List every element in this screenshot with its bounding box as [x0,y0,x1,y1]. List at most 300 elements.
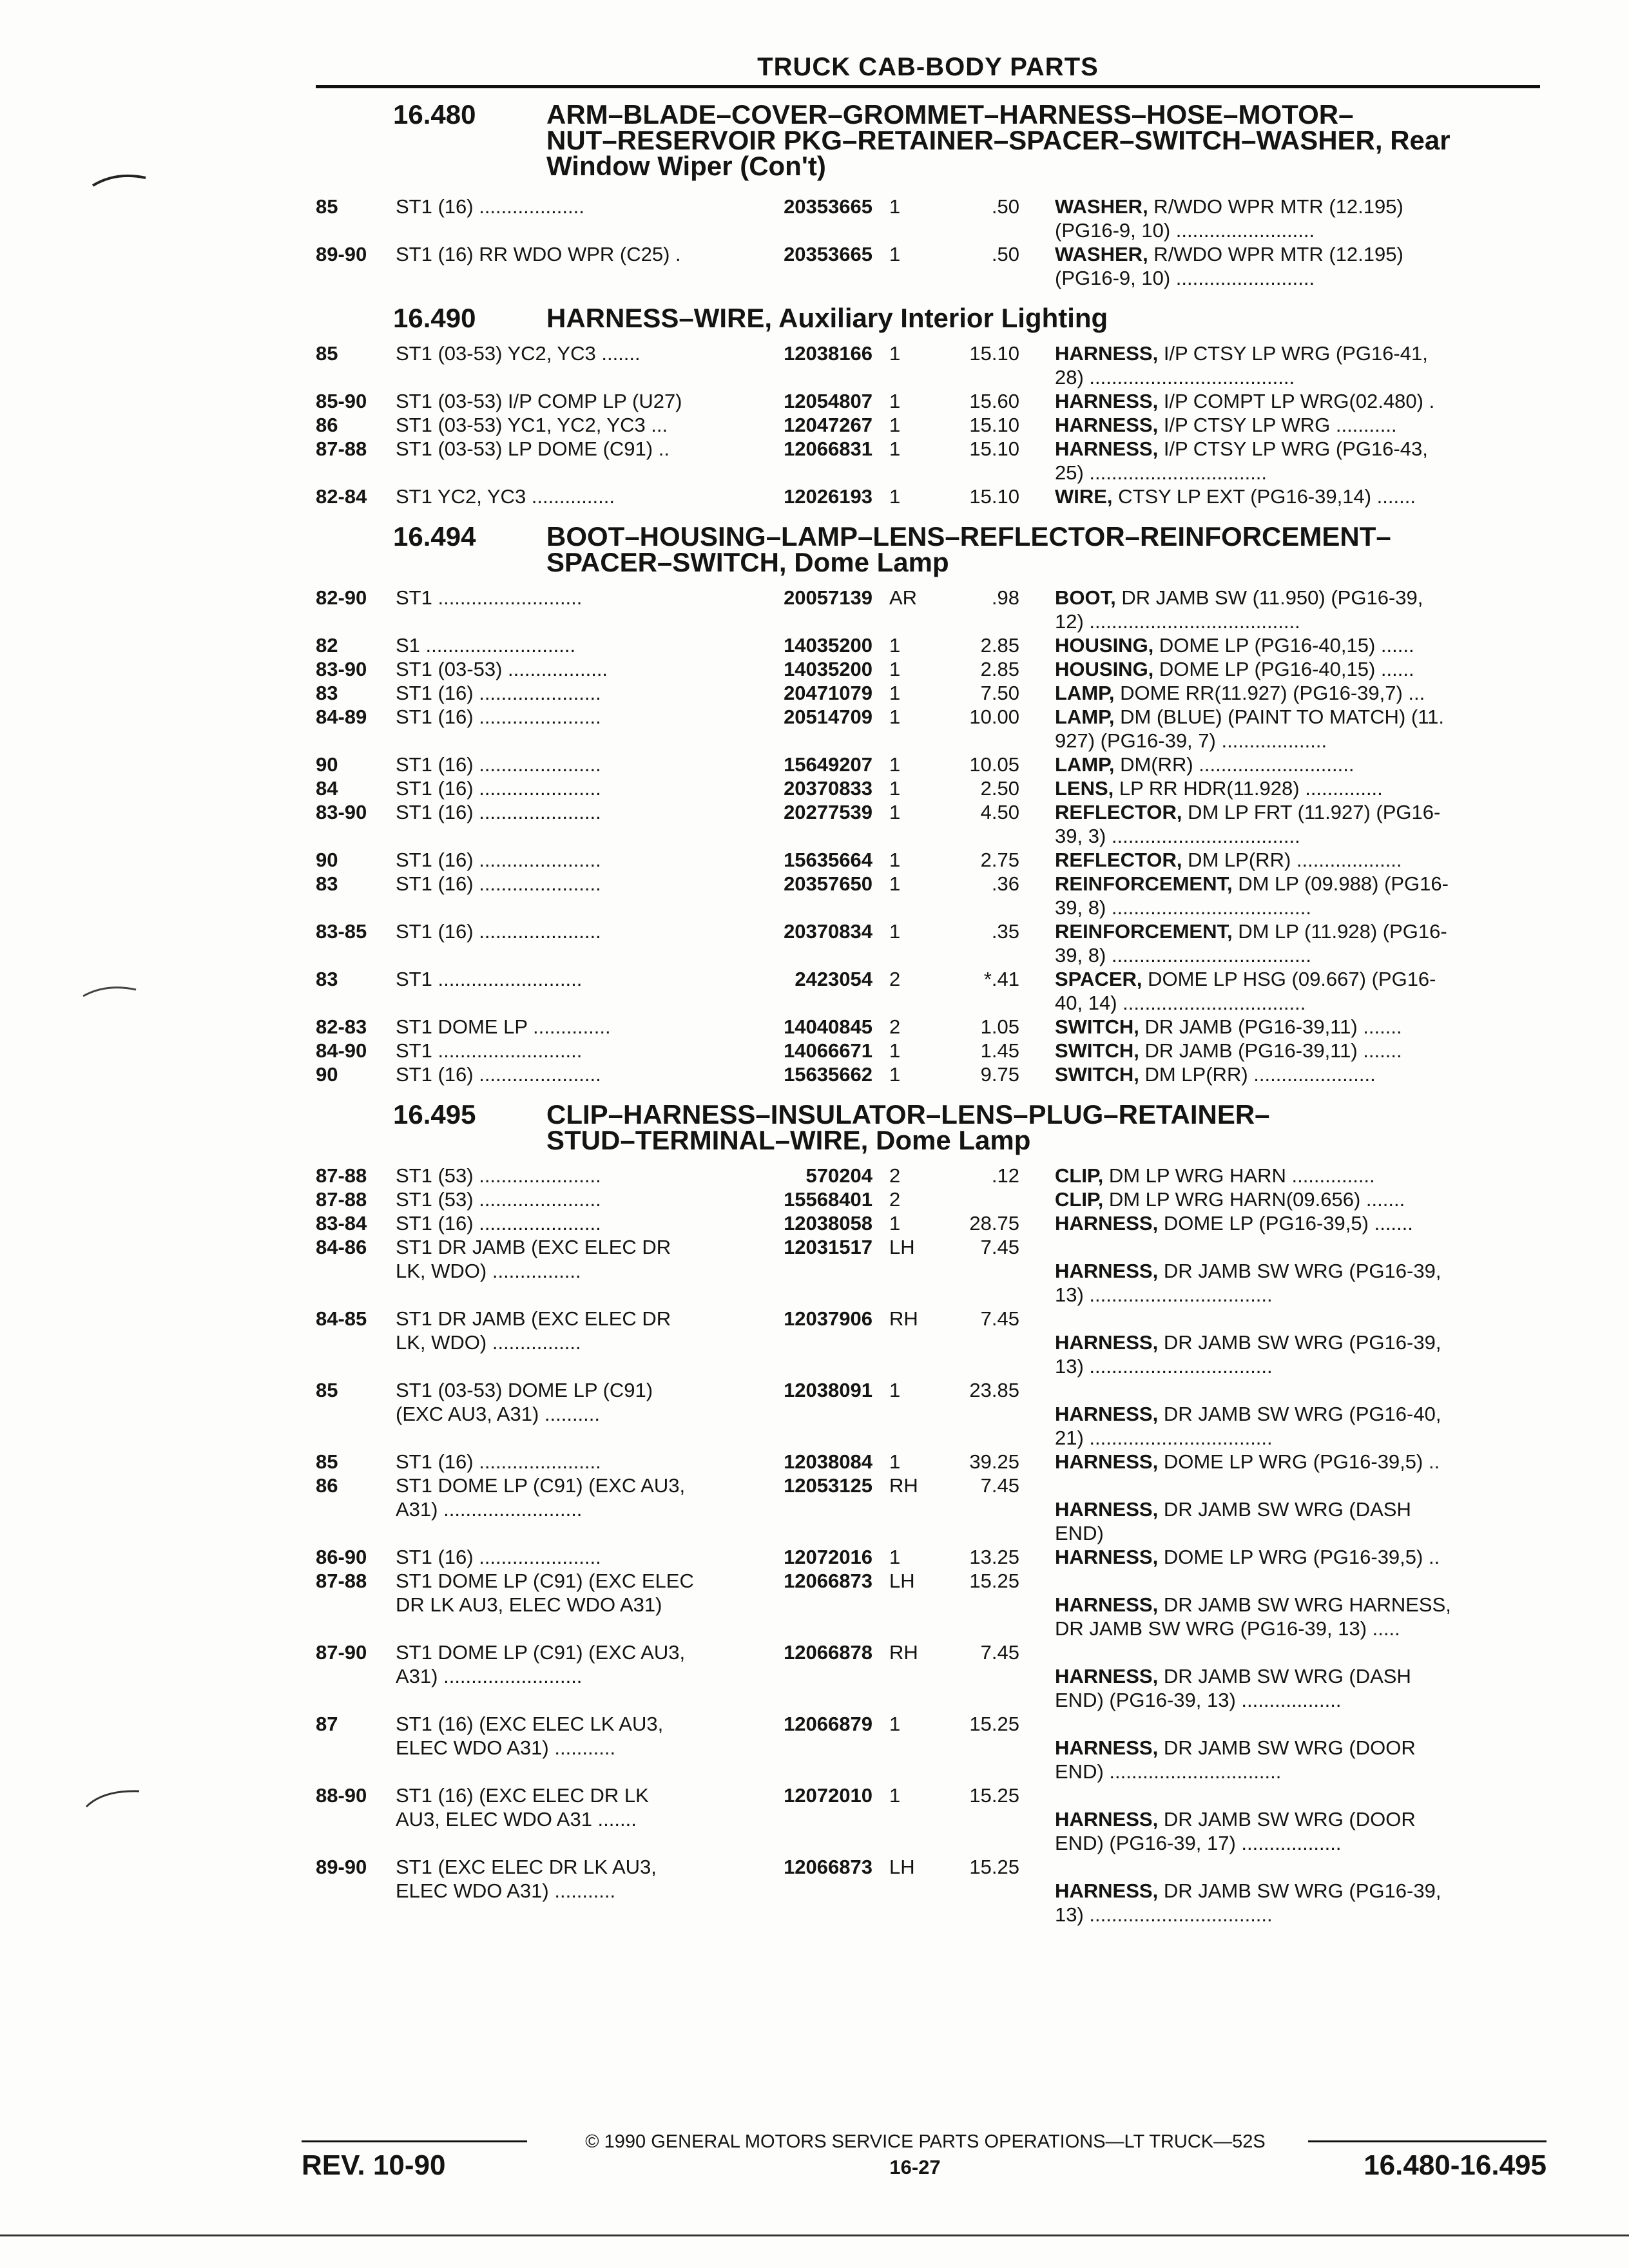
footer-copyright: © 1990 GENERAL MOTORS SERVICE PARTS OPERATIONS—LT TRUCK—52S [585,2131,1266,2152]
item-detail: DOME RR(11.927) (PG16-39,7) ... [1114,682,1425,704]
parts-row [316,1211,1540,1235]
item-name: HARNESS, [1055,1808,1159,1831]
part-number: 12038084 [784,1450,872,1473]
item-detail: DR JAMB (PG16-39,11) ....... [1139,1039,1402,1062]
item-name: HARNESS, [1055,1212,1159,1235]
quantity: 1 [889,1450,901,1473]
item-description [1019,657,1512,681]
binding-hole-mark [84,1785,142,1811]
item-detail: I/P CTSY LP WRG (PG16-41, 28) ..................................... [1055,342,1428,389]
item-description [1019,800,1512,848]
item-name: BOOT, [1055,586,1116,609]
binding-hole-mark [81,979,139,999]
item-description [1019,1640,1512,1712]
parts-row [316,1235,1540,1307]
part-number: 14035200 [784,634,872,657]
quantity: 1 [889,682,901,704]
quantity: 2 [889,1164,901,1187]
item-detail: DR JAMB SW WRG (PG16-40, 21) ................................. [1055,1403,1441,1449]
application: ST1 (16) (EXC ELEC LK AU3, ELEC WDO A31) ........... [396,1713,664,1759]
application: ST1 (16) ...................... [396,706,601,728]
item-detail: DR JAMB SW WRG (PG16-39, 13) ................................. [1055,1879,1441,1926]
item-name: CLIP, [1055,1164,1104,1187]
application: ST1 (16) ...................... [396,872,601,895]
quantity: AR [889,586,918,609]
item-description [1019,1211,1512,1235]
item-description [1019,437,1512,485]
item-description [1019,967,1512,1015]
part-number: 20277539 [784,801,872,823]
price: .50 [991,195,1019,218]
item-detail: DR JAMB SW WRG (DOOR END) (PG16-39, 17) .................. [1055,1808,1416,1854]
item-description [1019,1712,1512,1783]
quantity: 1 [889,1063,901,1086]
item-description [1019,389,1512,413]
part-number: 15649207 [784,753,872,776]
parts-row [316,1039,1540,1062]
model-years: 87-90 [316,1641,367,1664]
application: ST1 (03-53) YC2, YC3 ....... [396,342,641,365]
part-number: 15635664 [784,849,872,871]
price: 7.45 [980,1307,1019,1330]
price: 15.10 [969,437,1019,460]
item-name: LAMP, [1055,706,1115,728]
item-description [1019,1187,1512,1211]
parts-row [316,1545,1540,1569]
item-description [1019,753,1512,776]
quantity: RH [889,1307,918,1330]
item-name: CLIP, [1055,1188,1104,1211]
item-description [1019,1450,1512,1474]
item-name: WIRE, [1055,485,1113,508]
parts-row [316,753,1540,776]
application: ST1 DOME LP (C91) (EXC AU3, A31) ......................... [396,1641,686,1687]
item-detail: DM LP WRG HARN ............... [1103,1164,1375,1187]
part-number: 12031517 [784,1236,872,1258]
parts-row [316,657,1540,681]
quantity: LH [889,1856,915,1878]
price: 7.50 [980,682,1019,704]
item-detail: DM LP(RR) ...................... [1139,1063,1376,1086]
price: 15.10 [969,342,1019,365]
item-description [1019,848,1512,872]
parts-row [316,195,1540,242]
price: 10.00 [969,706,1019,728]
part-number: 20471079 [784,682,872,704]
item-detail: LP RR HDR(11.928) .............. [1113,777,1383,800]
model-years: 88-90 [316,1784,367,1807]
model-years: 87-88 [316,1570,367,1592]
item-detail: DR JAMB (PG16-39,11) ....... [1139,1015,1402,1038]
item-detail: DOME LP WRG (PG16-39,5) .. [1158,1546,1440,1568]
section-number: 16.490 [393,303,476,333]
item-name: REINFORCEMENT, [1055,872,1233,895]
quantity: 1 [889,414,901,436]
item-description [1019,1855,1512,1927]
price: 2.75 [980,849,1019,871]
section-title: BOOT–HOUSING–LAMP–LENS–REFLECTOR–REINFORCEMENT– SPACER–SWITCH, Dome Lamp [546,521,1391,577]
model-years: 85-90 [316,390,367,412]
quantity: 1 [889,342,901,365]
part-number: 20353665 [784,243,872,265]
section-number: 16.480 [393,99,476,130]
header-rule [316,85,1540,88]
parts-row [316,1569,1540,1640]
price: 10.05 [969,753,1019,776]
application: ST1 (16) (EXC ELEC DR LK AU3, ELEC WDO A31 ....... [396,1784,649,1831]
item-detail: DOME LP (PG16-40,15) ...... [1153,658,1414,680]
parts-row [316,1640,1540,1712]
item-name: LAMP, [1055,753,1115,776]
model-years: 87-88 [316,1164,367,1187]
part-number: 12054807 [784,390,872,412]
application: ST1 DOME LP (C91) (EXC ELEC DR LK AU3, ELEC WDO A31) [396,1570,694,1616]
price: 1.05 [980,1015,1019,1038]
item-detail: DM LP(RR) ................... [1182,849,1402,871]
item-description [1019,1307,1512,1378]
item-detail: DOME LP HSG (09.667) (PG16- 40, 14) ................................. [1055,968,1436,1014]
parts-list [316,97,1540,1927]
model-years: 86 [316,1474,338,1497]
model-years: 83-90 [316,801,367,823]
model-years: 82-90 [316,586,367,609]
part-number: 15568401 [784,1188,872,1211]
item-detail: DOME LP (PG16-39,5) ....... [1158,1212,1413,1235]
application: ST1 DOME LP .............. [396,1015,611,1038]
item-detail: DM LP FRT (11.927) (PG16- 39, 3) .................................. [1055,801,1441,847]
price: .98 [991,586,1019,609]
item-detail: DR JAMB SW WRG (PG16-39, 13) ................................. [1055,1260,1441,1306]
model-years: 84-85 [316,1307,367,1330]
application: ST1 (53) ...................... [396,1188,601,1211]
part-number: 12038058 [784,1212,872,1235]
item-detail: DR JAMB SW (11.950) (PG16-39, 12) ...................................... [1055,586,1423,633]
item-name: SWITCH, [1055,1063,1139,1086]
application: ST1 (03-53) I/P COMP LP (U27) [396,390,682,412]
item-detail: R/WDO WPR MTR (12.195) (PG16-9, 10) ......................... [1055,243,1403,289]
model-years: 86-90 [316,1546,367,1568]
price: 39.25 [969,1450,1019,1473]
section-number: 16.494 [393,521,476,552]
part-number: 12066878 [784,1641,872,1664]
model-years: 90 [316,1063,338,1086]
binding-hole-mark [90,169,148,188]
application: ST1 DR JAMB (EXC ELEC DR LK, WDO) ................ [396,1236,671,1282]
parts-row [316,437,1540,485]
quantity: 1 [889,485,901,508]
section-number: 16.495 [393,1099,476,1129]
item-name: HARNESS, [1055,1331,1159,1354]
part-number: 20353665 [784,195,872,218]
item-name: WASHER, [1055,195,1148,218]
application: ST1 DR JAMB (EXC ELEC DR LK, WDO) ................ [396,1307,671,1354]
application: ST1 (16) ...................... [396,1546,601,1568]
price: 15.25 [969,1784,1019,1807]
model-years: 87 [316,1713,338,1735]
parts-row [316,1307,1540,1378]
section-heading [316,99,1540,181]
item-description [1019,242,1512,290]
item-detail: DR JAMB SW WRG (PG16-39, 13) ................................. [1055,1331,1441,1378]
model-years: 84 [316,777,338,800]
item-name: LENS, [1055,777,1114,800]
part-number: 12026193 [784,485,872,508]
parts-row [316,919,1540,967]
price: .35 [991,920,1019,943]
item-name: HARNESS, [1055,342,1159,365]
section-title: ARM–BLADE–COVER–GROMMET–HARNESS–HOSE–MOTOR– NUT–RESERVOIR PKG–RETAINER–SPACER–SWITCH–WASHER, Rear Window Wiper (Con't) [546,99,1451,181]
model-years: 85 [316,195,338,218]
price: 1.45 [980,1039,1019,1062]
application: S1 ........................... [396,634,576,657]
quantity: 1 [889,777,901,800]
application: ST1 (16) ...................... [396,849,601,871]
item-description [1019,485,1512,508]
quantity: 1 [889,634,901,657]
quantity: 1 [889,1039,901,1062]
part-number: 12038166 [784,342,872,365]
footer-rule-left [302,2140,527,2142]
part-number: 2423054 [795,968,872,990]
item-description [1019,1783,1512,1855]
item-name: LAMP, [1055,682,1115,704]
item-description [1019,1235,1512,1307]
application: ST1 (16) ...................... [396,1212,601,1235]
part-number: 12072016 [784,1546,872,1568]
quantity: 1 [889,1212,901,1235]
parts-row [316,967,1540,1015]
application: ST1 (03-53) DOME LP (C91) (EXC AU3, A31) .......... [396,1379,653,1425]
model-years: 82-84 [316,485,367,508]
price: 15.25 [969,1713,1019,1735]
part-number: 20357650 [784,872,872,895]
application: ST1 (53) ...................... [396,1164,601,1187]
quantity: 1 [889,390,901,412]
parts-row [316,848,1540,872]
item-description [1019,1378,1512,1450]
item-name: HARNESS, [1055,390,1159,412]
quantity: 1 [889,437,901,460]
item-description [1019,1164,1512,1187]
quantity: 2 [889,1015,901,1038]
price: .50 [991,243,1019,265]
application: ST1 .......................... [396,968,583,990]
item-description [1019,919,1512,967]
parts-row [316,1783,1540,1855]
item-name: HOUSING, [1055,658,1154,680]
model-years: 85 [316,342,338,365]
quantity: 1 [889,1546,901,1568]
part-number: 12072010 [784,1784,872,1807]
part-number: 12053125 [784,1474,872,1497]
item-description [1019,195,1512,242]
quantity: RH [889,1474,918,1497]
footer-revision: REV. 10-90 [302,2149,446,2181]
application: ST1 (16) ...................... [396,753,601,776]
price: 15.60 [969,390,1019,412]
parts-row [316,242,1540,290]
application: ST1 (03-53) YC1, YC2, YC3 ... [396,414,668,436]
parts-row [316,485,1540,508]
parts-row [316,1474,1540,1545]
part-number: 12066831 [784,437,872,460]
quantity: 1 [889,706,901,728]
price: 2.85 [980,634,1019,657]
model-years: 86 [316,414,338,436]
quantity: 1 [889,801,901,823]
item-description [1019,1039,1512,1062]
parts-row [316,1450,1540,1474]
parts-row [316,705,1540,753]
item-name: REFLECTOR, [1055,849,1182,871]
quantity: 1 [889,1379,901,1401]
section-heading [316,1099,1540,1155]
quantity: 1 [889,1784,901,1807]
item-name: SWITCH, [1055,1015,1139,1038]
item-detail: DM LP WRG HARN(09.656) ....... [1103,1188,1405,1211]
item-description [1019,1569,1512,1640]
model-years: 85 [316,1379,338,1401]
application: ST1 (16) ...................... [396,777,601,800]
item-detail: I/P CTSY LP WRG ........... [1158,414,1397,436]
application: ST1 (16) ...................... [396,801,601,823]
application: ST1 (16) ................... [396,195,584,218]
model-years: 82 [316,634,338,657]
quantity: 1 [889,658,901,680]
application: ST1 .......................... [396,586,583,609]
parts-row [316,681,1540,705]
price: 7.45 [980,1641,1019,1664]
section-title: CLIP–HARNESS–INSULATOR–LENS–PLUG–RETAINER– STUD–TERMINAL–WIRE, Dome Lamp [546,1099,1270,1155]
quantity: 2 [889,968,901,990]
part-number: 20514709 [784,706,872,728]
item-name: SWITCH, [1055,1039,1139,1062]
parts-row [316,1062,1540,1086]
item-name: HARNESS, [1055,1403,1159,1425]
parts-row [316,413,1540,437]
item-description [1019,705,1512,753]
application: ST1 (EXC ELEC DR LK AU3, ELEC WDO A31) ........... [396,1856,657,1902]
item-name: HARNESS, [1055,1546,1159,1568]
model-years: 84-90 [316,1039,367,1062]
quantity: 2 [889,1188,901,1211]
item-name: REINFORCEMENT, [1055,920,1233,943]
parts-row [316,389,1540,413]
application: ST1 YC2, YC3 ............... [396,485,615,508]
price: 28.75 [969,1212,1019,1235]
part-number: 20370833 [784,777,872,800]
application: ST1 (16) RR WDO WPR (C25) . [396,243,681,265]
model-years: 83-85 [316,920,367,943]
price: .12 [991,1164,1019,1187]
parts-row [316,586,1540,633]
application: ST1 (16) ...................... [396,682,601,704]
item-name: HOUSING, [1055,634,1154,657]
quantity: 1 [889,872,901,895]
quantity: 1 [889,1713,901,1735]
quantity: 1 [889,243,901,265]
quantity: 1 [889,195,901,218]
item-name: HARNESS, [1055,1498,1159,1521]
model-years: 89-90 [316,243,367,265]
item-description [1019,633,1512,657]
quantity: 1 [889,920,901,943]
model-years: 83 [316,682,338,704]
model-years: 85 [316,1450,338,1473]
price: 7.45 [980,1474,1019,1497]
quantity: 1 [889,753,901,776]
part-number: 20057139 [784,586,872,609]
item-name: HARNESS, [1055,1593,1159,1616]
item-detail: DM LP (09.988) (PG16- 39, 8) .................................... [1055,872,1449,919]
part-number: 15635662 [784,1063,872,1086]
price: .36 [991,872,1019,895]
parts-row [316,1855,1540,1927]
item-description [1019,1545,1512,1569]
price: 9.75 [980,1063,1019,1086]
parts-row [316,633,1540,657]
item-name: HARNESS, [1055,1736,1159,1759]
price: 15.10 [969,414,1019,436]
price: 15.25 [969,1570,1019,1592]
section-title: HARNESS–WIRE, Auxiliary Interior Lighting [546,303,1108,333]
part-number: 12038091 [784,1379,872,1401]
item-name: HARNESS, [1055,437,1159,460]
model-years: 84-86 [316,1236,367,1258]
model-years: 83 [316,872,338,895]
price: 2.85 [980,658,1019,680]
item-detail: CTSY LP EXT (PG16-39,14) ....... [1112,485,1416,508]
application: ST1 (16) ...................... [396,920,601,943]
part-number: 12066873 [784,1570,872,1592]
application: ST1 DOME LP (C91) (EXC AU3, A31) ......................... [396,1474,686,1521]
item-detail: DM(RR) ............................ [1114,753,1354,776]
model-years: 89-90 [316,1856,367,1878]
item-description [1019,1474,1512,1545]
parts-row [316,1015,1540,1039]
model-years: 87-88 [316,1188,367,1211]
item-detail: R/WDO WPR MTR (12.195) (PG16-9, 10) ......................... [1055,195,1403,242]
model-years: 83-84 [316,1212,367,1235]
section-heading [316,305,1540,331]
model-years: 82-83 [316,1015,367,1038]
quantity: LH [889,1570,915,1592]
parts-row [316,1187,1540,1211]
part-number: 570204 [805,1164,872,1187]
part-number: 14066671 [784,1039,872,1062]
model-years: 84-89 [316,706,367,728]
item-detail: DOME LP (PG16-40,15) ...... [1153,634,1414,657]
part-number: 14040845 [784,1015,872,1038]
application: ST1 (16) ...................... [396,1063,601,1086]
item-description [1019,1015,1512,1039]
application: ST1 (16) ...................... [396,1450,601,1473]
item-detail: DR JAMB SW WRG (DOOR END) ............................... [1055,1736,1416,1783]
part-number: 12037906 [784,1307,872,1330]
page-header-title: TRUCK CAB-BODY PARTS [757,53,1099,81]
quantity: 1 [889,849,901,871]
price: 4.50 [980,801,1019,823]
item-detail: DR JAMB SW WRG HARNESS, DR JAMB SW WRG (PG16-39, 13) ..... [1055,1593,1451,1640]
part-number: 14035200 [784,658,872,680]
price: 15.25 [969,1856,1019,1878]
item-description [1019,681,1512,705]
item-detail: DR JAMB SW WRG (DASH END) (PG16-39, 13) .................. [1055,1665,1411,1711]
parts-row [316,872,1540,919]
price: *.41 [983,968,1019,990]
item-detail: I/P CTSY LP WRG (PG16-43, 25) ................................ [1055,437,1428,484]
price: 13.25 [969,1546,1019,1568]
